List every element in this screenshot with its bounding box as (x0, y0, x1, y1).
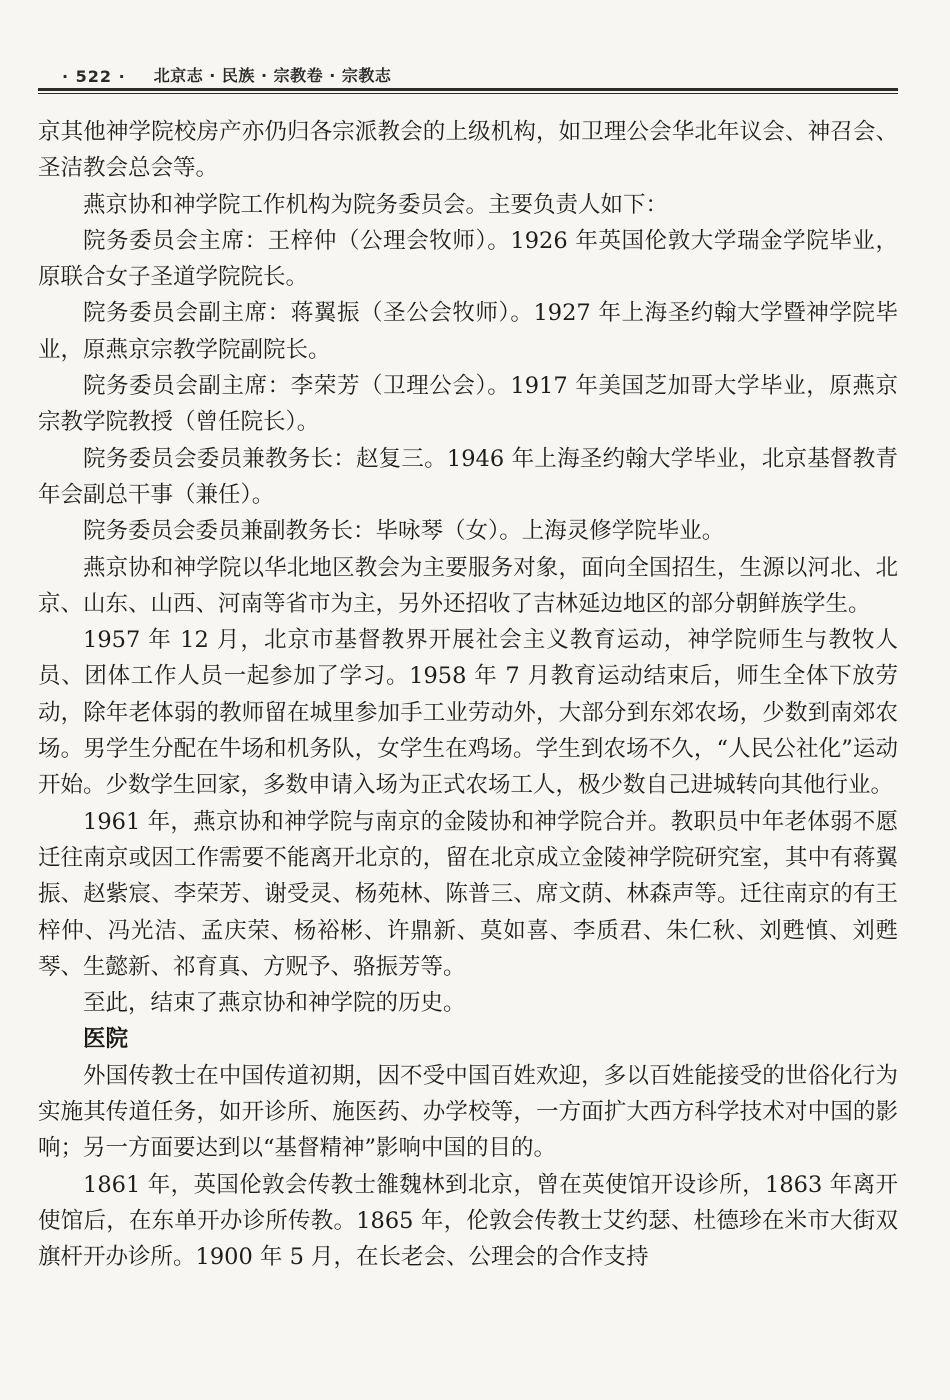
paragraph: 燕京协和神学院工作机构为院务委员会。主要负责人如下： (83, 191, 669, 218)
running-title: 北京志 · 民族 · 宗教卷 · 宗教志 (153, 66, 392, 85)
paragraph: 京其他神学院校房产亦仍归各宗派教会的上级机构，如卫理公会华北年议会、神召会、圣洁教会总会等。 (38, 119, 898, 182)
paragraph: 外国传教士在中国传道初期，因不受中国百姓欢迎，多以百姓能接受的世俗化行为实施其传道任务，如开诊所、施医药、办学校等，一方面扩大西方科学技术对中国的影响；另一方面要达到以“基督精神”影响中国的目的。 (38, 1062, 898, 1162)
header-rule-thin (38, 93, 898, 94)
paragraph: 院务委员会主席：王梓仲（公理会牧师）。1926 年英国伦敦大学瑞金学院毕业，原联合女子圣道学院院长。 (38, 227, 898, 291)
paragraph: 院务委员会副主席：李荣芳（卫理公会）。1917 年美国芝加哥大学毕业，原燕京宗教学院教授（曾任院长）。 (38, 373, 898, 436)
body-text (38, 114, 898, 1276)
paragraph: 1961 年，燕京协和神学院与南京的金陵协和神学院合并。教职员中年老体弱不愿迁往南京或因工作需要不能离开北京的，留在北京成立金陵神学院研究室，其中有蒋翼振、赵紫宸、李荣芳、谢受灵、杨苑林、陈普三、席文荫、林森声等。迁往南京的有王梓仲、冯光洁、孟庆荣、杨裕彬、许鼎新、莫如喜、李质君、朱仁秋、刘甦慎、刘甦琴、生懿新、祁育真、方贶予、骆振芳等。 (38, 808, 898, 980)
paragraph: 院务委员会副主席：蒋翼振（圣公会牧师）。1927 年上海圣约翰大学暨神学院毕业，原燕京宗教学院副院长。 (38, 300, 898, 363)
paragraph: 院务委员会委员兼教务长：赵复三。1946 年上海圣约翰大学毕业，北京基督教青年会副总干事（兼任）。 (38, 445, 898, 508)
page-header (38, 56, 896, 86)
paragraph: 1861 年，英国伦敦会传教士雒魏林到北京，曾在英使馆开设诊所，1863 年离开使馆后，在东单开办诊所传教。1865 年，伦敦会传教士艾约瑟、杜德珍在米市大街双旗杆开办诊所。1900 年 5 月，在长老会、公理会的合作支持 (38, 1171, 898, 1271)
paragraph: 1957 年 12 月，北京市基督教界开展社会主义教育运动，神学院师生与教牧人员、团体工作人员一起参加了学习。1958 年 7 月教育运动结束后，师生全体下放劳动，除年老体弱的教师留在城里参加手工业劳动外，大部分到东郊农场，少数到南郊农场。男学生分配在牛场和机务队，女学生在鸡场。学生到农场不久，“人民公社化”运动开始。少数学生回家，多数申请入场为正式农场工人，极少数自己进城转向其他行业。 (38, 627, 898, 799)
page-number: · 522 · (62, 67, 126, 86)
paragraph: 院务委员会委员兼副教务长：毕咏琴（女）。上海灵修学院毕业。 (83, 518, 725, 545)
paragraph: 燕京协和神学院以华北地区教会为主要服务对象，面向全国招生，生源以河北、北京、山东、山西、河南等省市为主，另外还招收了吉林延边地区的部分朝鲜族学生。 (38, 554, 898, 617)
header-rule-thick (38, 88, 898, 91)
paragraph: 至此，结束了燕京协和神学院的历史。 (83, 990, 466, 1017)
section-heading: 医院 (83, 1026, 129, 1053)
